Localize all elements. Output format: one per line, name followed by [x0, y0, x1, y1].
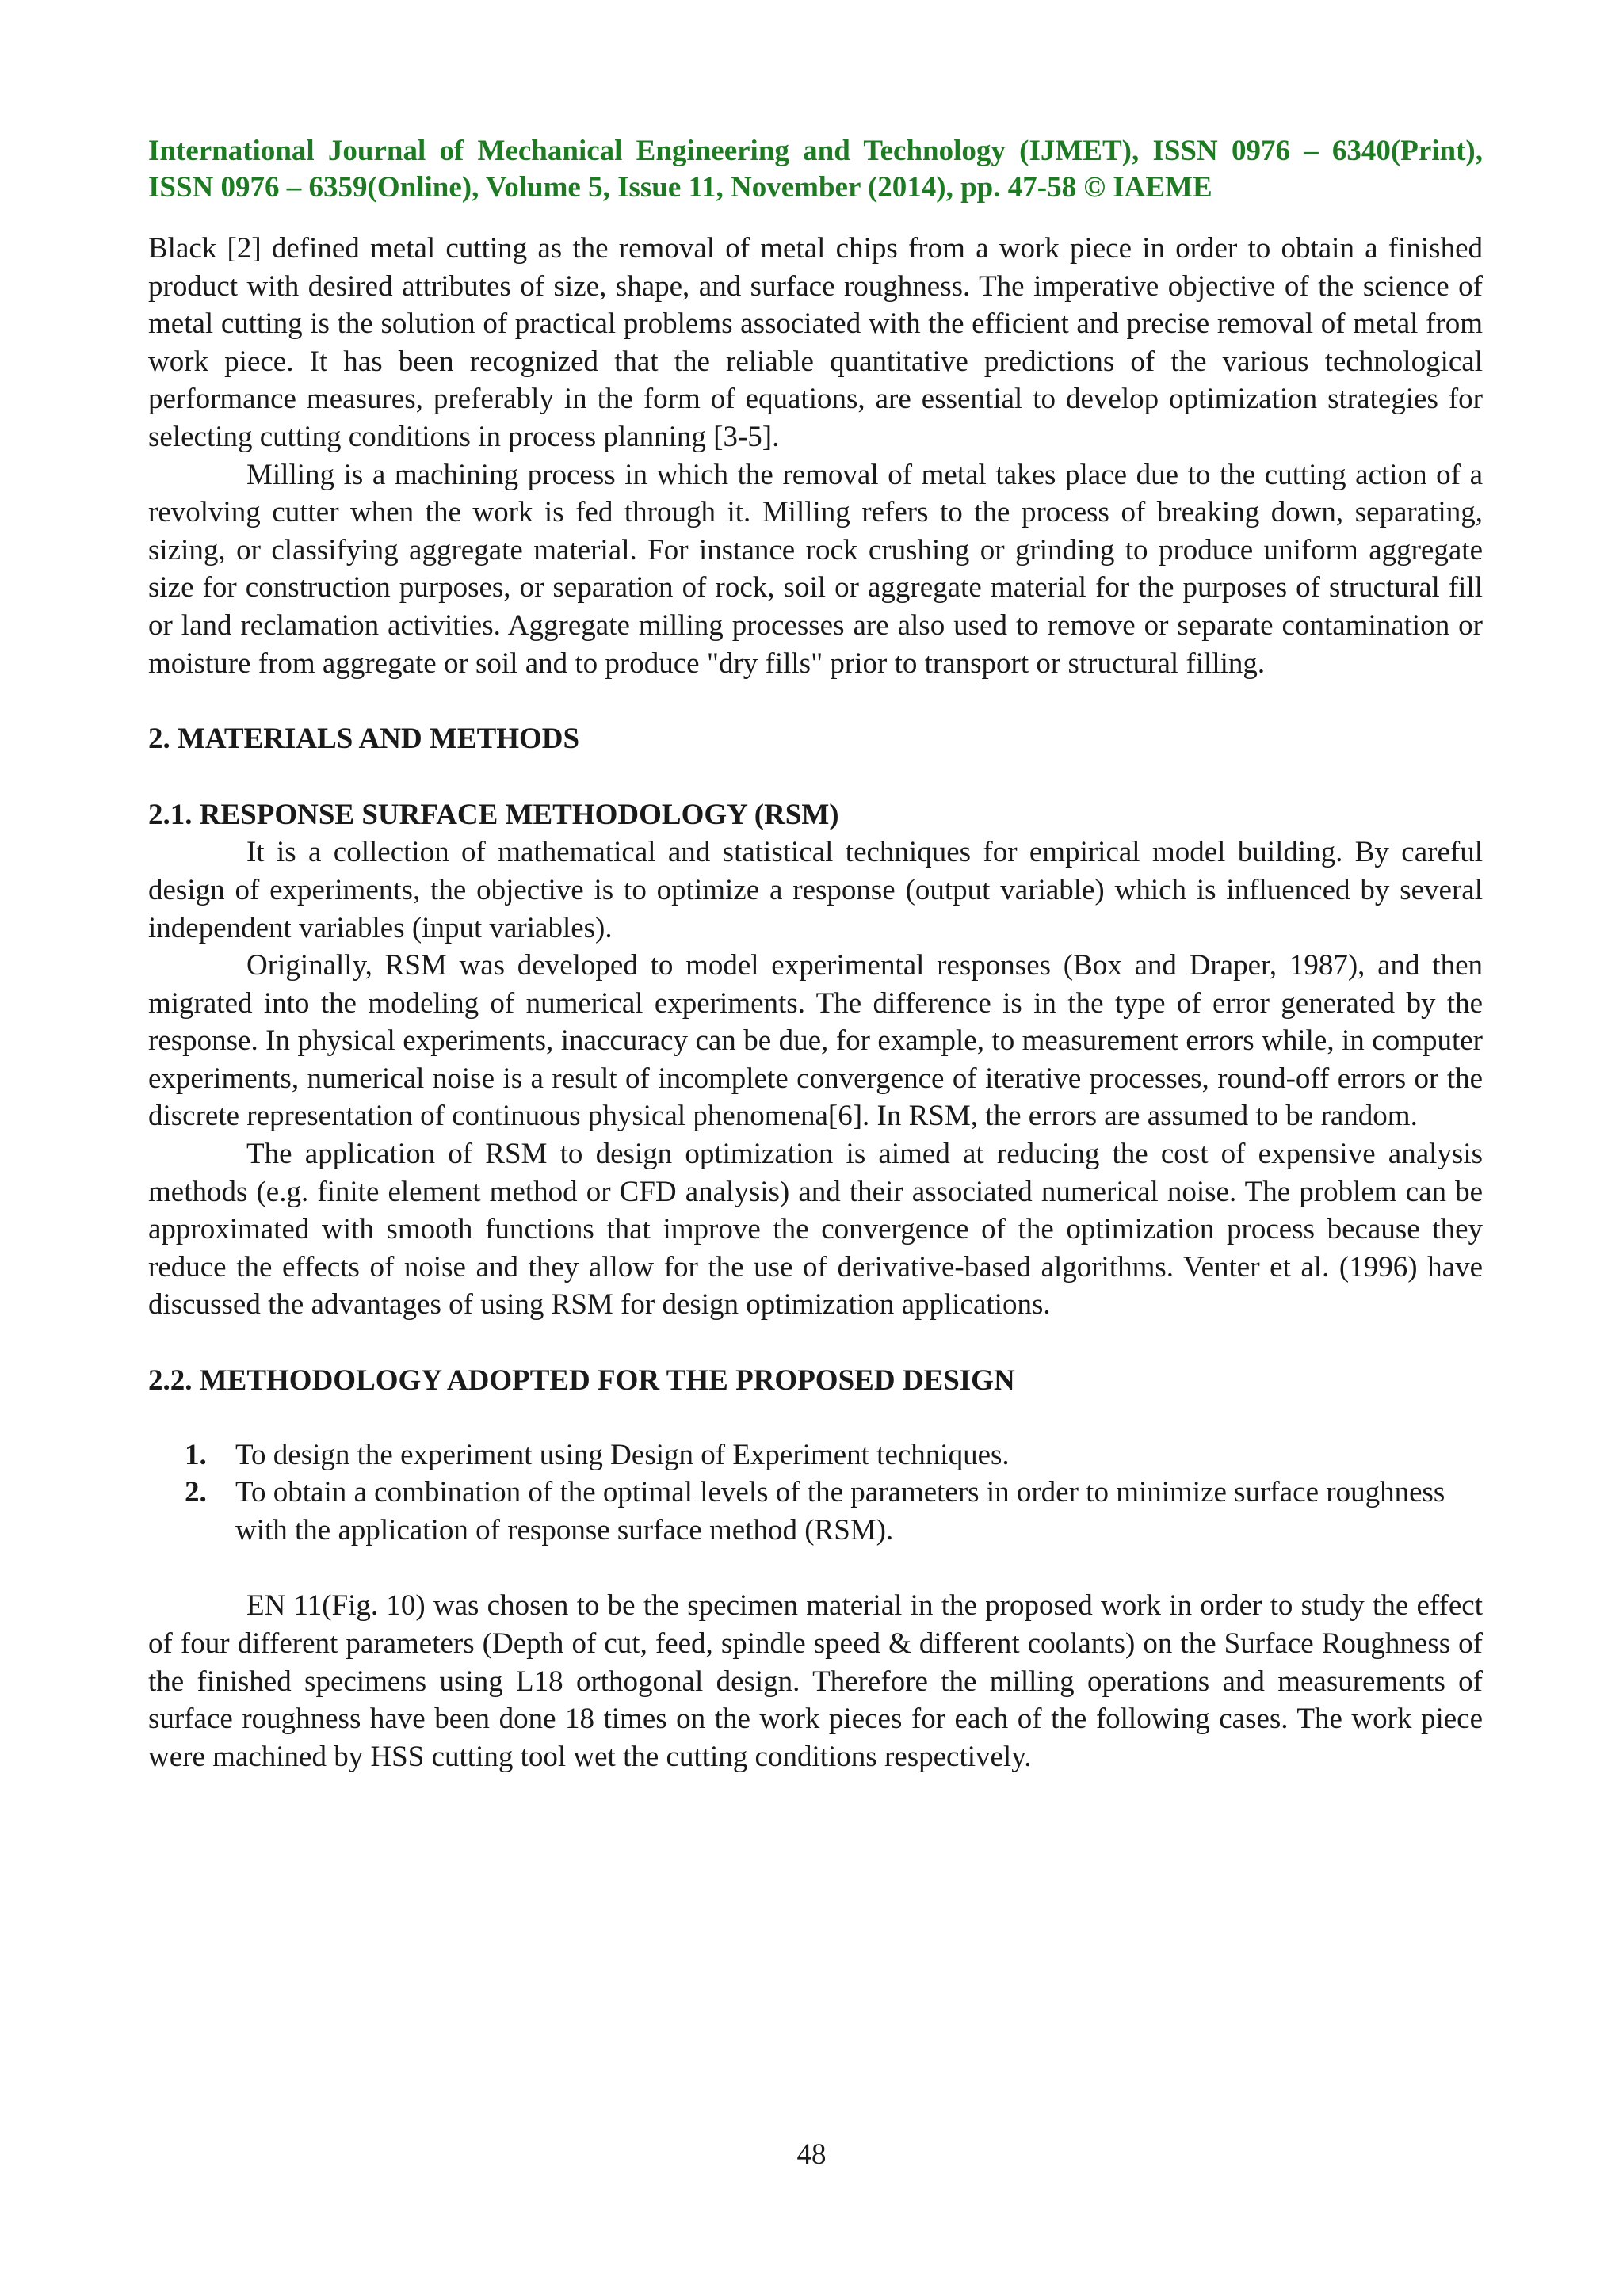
section-heading-materials-methods: 2. MATERIALS AND METHODS [148, 723, 580, 756]
list-item-text: To design the experiment using Design of Experiment techniques. [235, 1438, 1010, 1471]
rsm-paragraph-3: The application of RSM to design optimization is aimed at reducing the cost of expensive analysis methods (e.g. finite element method or CFD analysis) and their associated numerical noise. The problem can be approximated with smooth functions that improve the convergence of the optimization process because they reduce the effects of noise and they allow for the use of derivative-based algorithms. Venter et al. (1996) have discussed the advantages of using RSM for design optimization applications. [148, 1138, 1483, 1322]
rsm-paragraph-1: It is a collection of mathematical and statistical techniques for empirical model building. By careful design of experiments, the objective is to optimize a response (output variable) which is influenced by several independent variables (input variables). [148, 836, 1483, 944]
journal-header [148, 133, 1483, 206]
section-heading-rsm: 2.1. RESPONSE SURFACE METHODOLOGY (RSM) [148, 798, 839, 831]
section-heading-methodology: 2.2. METHODOLOGY ADOPTED FOR THE PROPOSED DESIGN [148, 1364, 1015, 1398]
methodology-list [148, 1436, 1483, 1550]
intro-paragraph-2: Milling is a machining process in which the removal of metal takes place due to the cutting action of a revolving cutter when the work is fed through it. Milling refers to the process of breaking down, separating, sizing, or classifying aggregate material. For instance rock crushing or grinding to produce uniform aggregate size for construction purposes, or separation of rock, soil or aggregate material for the purposes of structural fill or land reclamation activities. Aggregate milling processes are also used to remove or separate contamination or moisture from aggregate or soil and to produce "dry fills" prior to transport or structural filling. [148, 458, 1483, 680]
methodology-paragraph: EN 11(Fig. 10) was chosen to be the specimen material in the proposed work in order to study the effect of four different parameters (Depth of cut, feed, spindle speed & different coolants) on the Surface Roughness of the finished specimens using L18 orthogonal design. Therefore the milling operations and measurements of surface roughness have been done 18 times on the work pieces for each of the following cases. The work piece were machined by HSS cutting tool wet the cutting conditions respectively. [148, 1589, 1483, 1773]
page-content [148, 133, 1483, 1775]
journal-header-line-2: ISSN 0976 – 6359(Online), Volume 5, Issue 11, November (2014), pp. 47-58 © IAEME [148, 171, 1212, 204]
rsm-paragraph-2: Originally, RSM was developed to model experimental responses (Box and Draper, 1987), and then migrated into the modeling of numerical experiments. The difference is in the type of error generated by the response. In physical experiments, inaccuracy can be due, for example, to measurement errors while, in computer experiments, numerical noise is a result of incomplete convergence of iterative processes, round-off errors or the discrete representation of continuous physical phenomena[6]. In RSM, the errors are assumed to be random. [148, 949, 1483, 1133]
page-number: 48 [796, 2138, 827, 2171]
list-item-text: To obtain a combination of the optimal levels of the parameters in order to minimize surface roughness with the application of response surface method (RSM). [235, 1476, 1445, 1547]
list-item-number: 1. [185, 1438, 207, 1471]
list-item [148, 1436, 1483, 1474]
journal-header-line-1: International Journal of Mechanical Engineering and Technology (IJMET), ISSN 0976 – 6340(Print), [148, 135, 1483, 167]
intro-paragraph-1: Black [2] defined metal cutting as the removal of metal chips from a work piece in order to obtain a finished product with desired attributes of size, shape, and surface roughness. The imperative objective of the science of metal cutting is the solution of practical problems associated with the efficient and precise removal of metal from work piece. It has been recognized that the reliable quantitative predictions of the various technological performance measures, preferably in the form of equations, are essential to develop optimization strategies for selecting cutting conditions in process planning [3-5]. [148, 232, 1483, 453]
list-item [148, 1474, 1483, 1549]
list-item-number: 2. [185, 1476, 207, 1509]
